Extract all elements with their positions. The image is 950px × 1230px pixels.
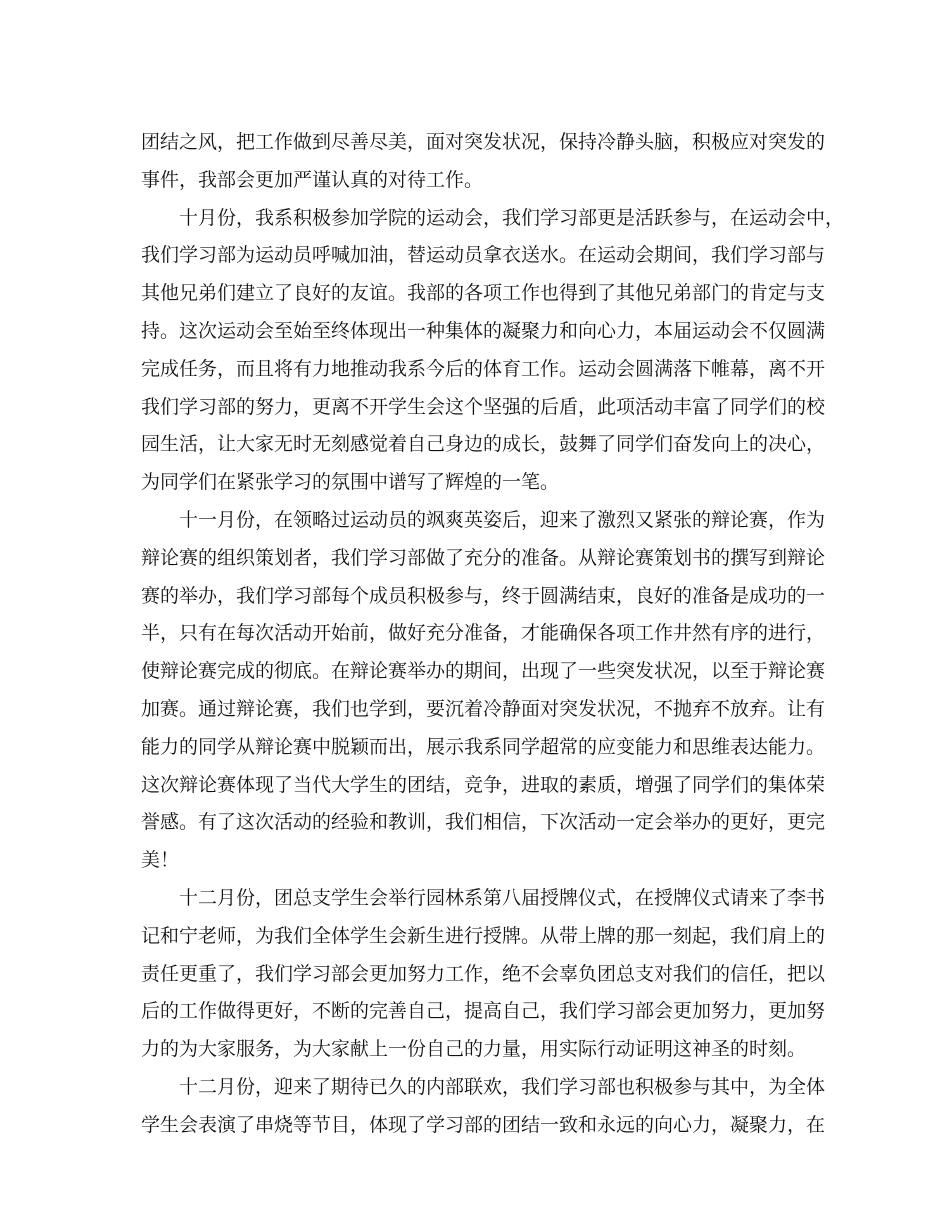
- text-line: 持。这次运动会至始至终体现出一种集体的凝聚力和向心力，本届运动会不仅圆满: [141, 319, 826, 342]
- text-line: 使辩论赛完成的彻底。在辩论赛举办的期间，出现了一些突发状况，以至于辩论赛: [141, 660, 826, 683]
- text-line: 完成任务，而且将有力地推动我系今后的体育工作。运动会圆满落下帷幕，离不开: [141, 357, 826, 380]
- text-line: 我们学习部为运动员呼喊加油，替运动员拿衣送水。在运动会期间，我们学习部与: [141, 244, 826, 267]
- text-line: 十月份，我系积极参加学院的运动会，我们学习部更是活跃参与，在运动会中，: [179, 206, 845, 229]
- paragraph: [141, 880, 826, 1069]
- text-line: 为同学们在紧张学习的氛围中谱写了辉煌的一笔。: [141, 471, 560, 494]
- text-line: 记和宁老师，为我们全体学生会新生进行授牌。从带上牌的那一刻起，我们肩上的: [141, 924, 826, 947]
- paragraph: [141, 124, 826, 200]
- document-body: [141, 124, 845, 1145]
- text-line: 学生会表演了串烧等节目，体现了学习部的团结一致和永远的向心力，凝聚力，在: [141, 1113, 826, 1136]
- text-line: 十二月份，团总支学生会举行园林系第八届授牌仪式，在授牌仪式请来了李书: [179, 886, 826, 909]
- paragraph: [141, 1069, 826, 1145]
- paragraph: [141, 200, 845, 502]
- text-line: 我们学习部的努力，更离不开学生会这个坚强的后盾，此项活动丰富了同学们的校: [141, 395, 826, 418]
- text-line: 加赛。通过辩论赛，我们也学到，要沉着冷静面对突发状况，不抛弃不放弃。让有: [141, 697, 826, 720]
- text-line: 其他兄弟们建立了良好的友谊。我部的各项工作也得到了其他兄弟部门的肯定与支: [141, 282, 826, 305]
- text-line: 能力的同学从辩论赛中脱颖而出，展示我系同学超常的应变能力和思维表达能力。: [141, 735, 826, 758]
- text-line: 十一月份，在领略过运动员的飒爽英姿后，迎来了激烈又紧张的辩论赛，作为: [179, 508, 826, 531]
- text-line: 后的工作做得更好，不断的完善自己，提高自己，我们学习部会更加努力，更加努: [141, 1000, 826, 1023]
- text-line: 美！: [141, 849, 180, 872]
- text-line: 力的为大家服务，为大家献上一份自己的力量，用实际行动证明这神圣的时刻。: [141, 1038, 807, 1061]
- paragraph: [141, 502, 826, 880]
- text-line: 团结之风，把工作做到尽善尽美，面对突发状况，保持冷静头脑，积极应对突发的: [141, 131, 826, 153]
- text-line: 这次辩论赛体现了当代大学生的团结，竞争，进取的素质，增强了同学们的集体荣: [141, 773, 826, 796]
- text-line: 誉感。有了这次活动的经验和教训，我们相信，下次活动一定会举办的更好，更完: [141, 811, 826, 834]
- text-line: 赛的举办，我们学习部每个成员积极参与，终于圆满结束，良好的准备是成功的一: [141, 584, 826, 607]
- text-line: 事件，我部会更加严谨认真的对待工作。: [141, 168, 484, 191]
- text-line: 园生活，让大家无时无刻感觉着自己身边的成长，鼓舞了同学们奋发向上的决心，: [141, 433, 826, 456]
- text-line: 责任更重了，我们学习部会更加努力工作，绝不会辜负团总支对我们的信任，把以: [141, 962, 826, 985]
- text-line: 十二月份，迎来了期待已久的内部联欢，我们学习部也积极参与其中，为全体: [179, 1075, 826, 1098]
- text-line: 半，只有在每次活动开始前，做好充分准备，才能确保各项工作井然有序的进行，: [141, 622, 826, 645]
- text-line: 辩论赛的组织策划者，我们学习部做了充分的准备。从辩论赛策划书的撰写到辩论: [141, 546, 826, 569]
